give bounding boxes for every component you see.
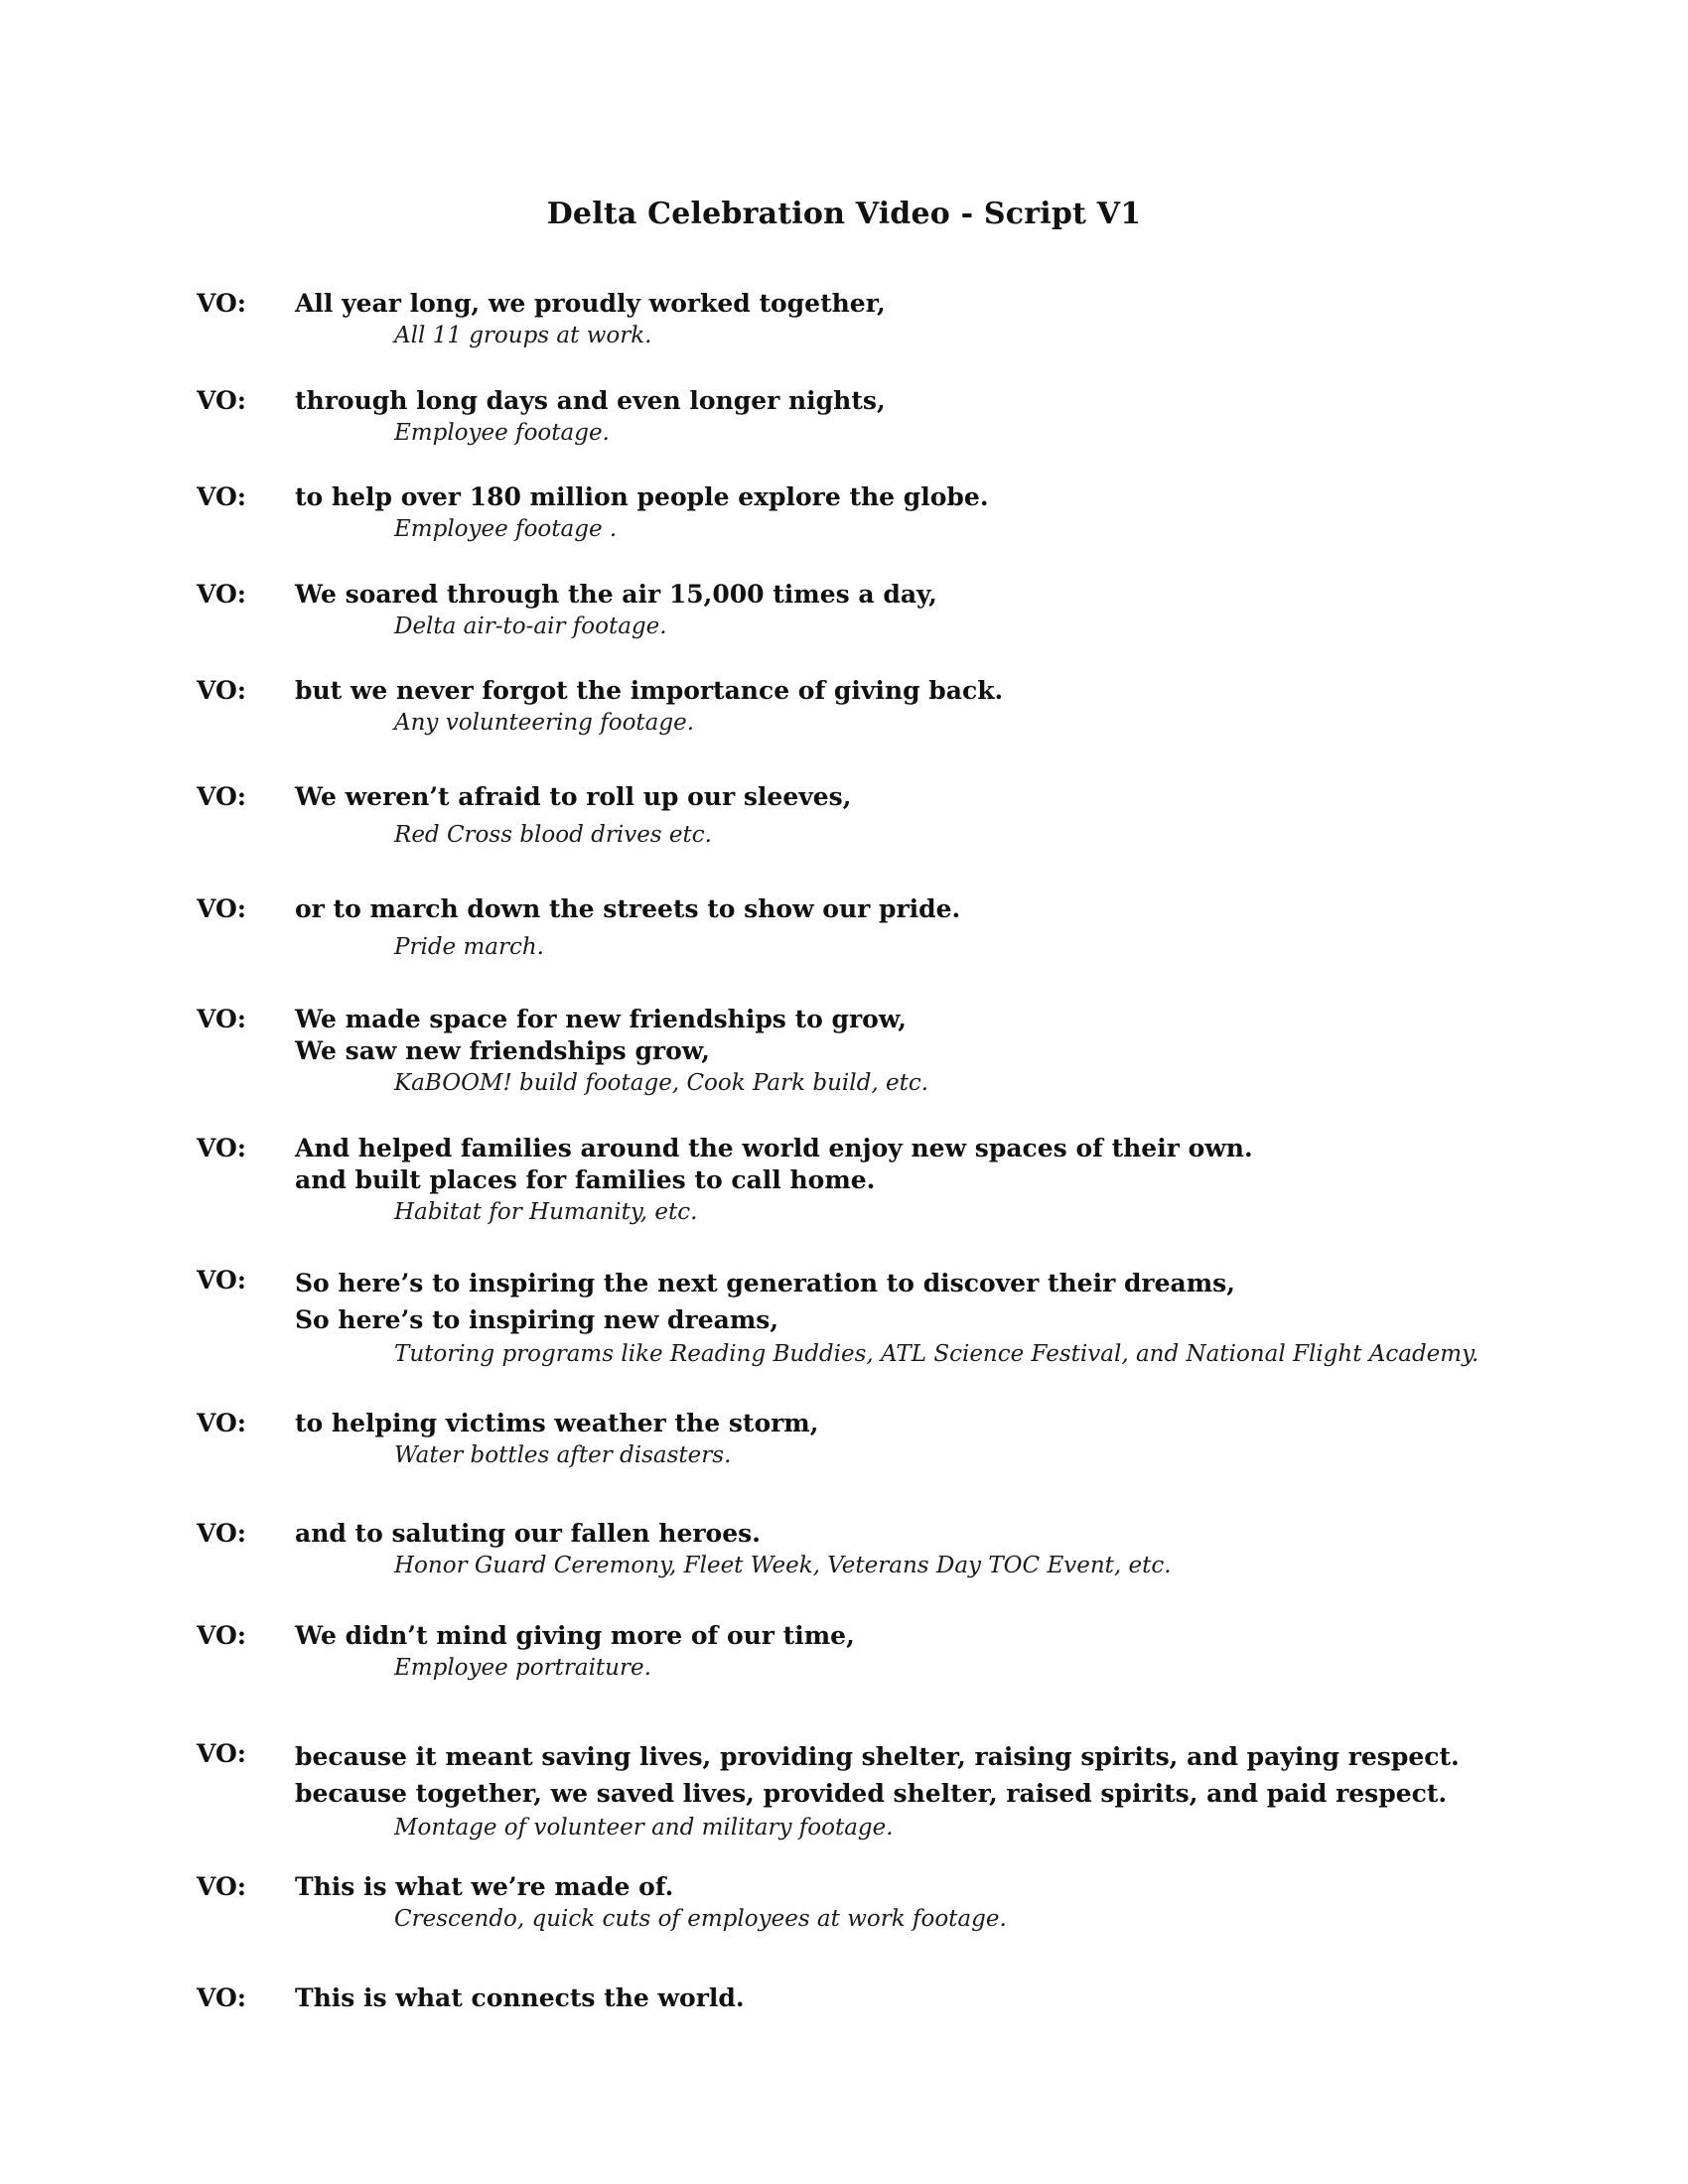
footage-direction: Water bottles after disasters. <box>394 1442 732 1468</box>
footage-direction: Delta air-to-air footage. <box>394 614 667 639</box>
voiceover-line: and built places for families to call home. <box>295 1165 876 1194</box>
voiceover-line: because it meant saving lives, providing shelter, raising spirits, and paying respect. <box>295 1742 1460 1771</box>
entry-lines <box>295 385 1586 449</box>
entry-lines <box>295 288 1586 351</box>
voiceover-line: We soared through the air 15,000 times a day, <box>295 580 937 609</box>
entry-lines <box>295 1518 1586 1581</box>
voiceover-line: This is what we’re made of. <box>295 1872 674 1901</box>
entry-lines <box>295 781 1586 851</box>
entry-lines <box>295 1408 1586 1471</box>
speaker-label: VO: <box>197 676 246 705</box>
voiceover-line: We weren’t afraid to roll up our sleeves, <box>295 782 852 811</box>
speaker-label: VO: <box>197 1409 246 1437</box>
footage-direction: Any volunteering footage. <box>394 710 695 736</box>
entry-lines <box>295 1982 1586 2014</box>
footage-direction: Employee portraiture. <box>394 1655 651 1681</box>
footage-direction: KaBOOM! build footage, Cook Park build, etc. <box>394 1070 929 1096</box>
footage-direction: Crescendo, quick cuts of employees at work footage. <box>394 1906 1007 1932</box>
entry-lines <box>295 481 1586 545</box>
footage-direction: Montage of volunteer and military footage. <box>394 1815 894 1841</box>
voiceover-line: but we never forgot the importance of giving back. <box>295 676 1004 705</box>
speaker-label: VO: <box>197 1519 246 1548</box>
speaker-label: VO: <box>197 1983 246 2012</box>
voiceover-line: We didn’t mind giving more of our time, <box>295 1621 855 1650</box>
voiceover-line: to helping victims weather the storm, <box>295 1409 819 1437</box>
entry-lines <box>295 1004 1586 1099</box>
speaker-label: VO: <box>197 580 246 609</box>
entry-lines <box>295 579 1586 642</box>
speaker-label: VO: <box>197 1266 246 1295</box>
page-title: Delta Celebration Video - Script V1 <box>546 197 1142 231</box>
footage-direction: Employee footage . <box>394 516 618 542</box>
voiceover-line: So here’s to inspiring the next generation to discover their dreams, <box>295 1269 1235 1297</box>
speaker-label: VO: <box>197 289 246 318</box>
entry-lines <box>295 1871 1586 1935</box>
speaker-label: VO: <box>197 1005 246 1033</box>
footage-direction: Habitat for Humanity, etc. <box>394 1199 698 1225</box>
speaker-label: VO: <box>197 482 246 511</box>
footage-direction: All 11 groups at work. <box>394 323 652 348</box>
speaker-label: VO: <box>197 1739 246 1768</box>
speaker-label: VO: <box>197 1134 246 1162</box>
footage-direction: Employee footage. <box>394 420 610 446</box>
voiceover-line: We made space for new friendships to grow, <box>295 1005 908 1033</box>
speaker-label: VO: <box>197 894 246 923</box>
entry-lines <box>295 1620 1586 1684</box>
voiceover-line: And helped families around the world enjoy new spaces of their own. <box>295 1134 1253 1162</box>
footage-direction: Honor Guard Ceremony, Fleet Week, Veterans Day TOC Event, etc. <box>394 1553 1172 1578</box>
voiceover-line: through long days and even longer nights, <box>295 386 886 415</box>
entry-lines <box>295 675 1586 739</box>
entry-lines <box>295 1738 1586 1843</box>
voiceover-line: All year long, we proudly worked together, <box>295 289 886 318</box>
entry-lines <box>295 1265 1586 1370</box>
entry-lines <box>295 1133 1586 1228</box>
speaker-label: VO: <box>197 1872 246 1901</box>
voiceover-line: to help over 180 million people explore the globe. <box>295 482 989 511</box>
speaker-label: VO: <box>197 1621 246 1650</box>
voiceover-line: and to saluting our fallen heroes. <box>295 1519 761 1548</box>
speaker-label: VO: <box>197 782 246 811</box>
voiceover-line: This is what connects the world. <box>295 1983 745 2012</box>
voiceover-line: because together, we saved lives, provided shelter, raised spirits, and paid respect. <box>295 1779 1448 1808</box>
speaker-label: VO: <box>197 386 246 415</box>
footage-direction: Pride march. <box>394 934 544 960</box>
footage-direction: Red Cross blood drives etc. <box>394 822 712 848</box>
voiceover-line: We saw new friendships grow, <box>295 1036 710 1065</box>
footage-direction: Tutoring programs like Reading Buddies, ATL Science Festival, and National Flight Academy. <box>394 1341 1479 1367</box>
entry-lines <box>295 893 1586 963</box>
voiceover-line: So here’s to inspiring new dreams, <box>295 1305 779 1334</box>
voiceover-line: or to march down the streets to show our pride. <box>295 894 961 923</box>
